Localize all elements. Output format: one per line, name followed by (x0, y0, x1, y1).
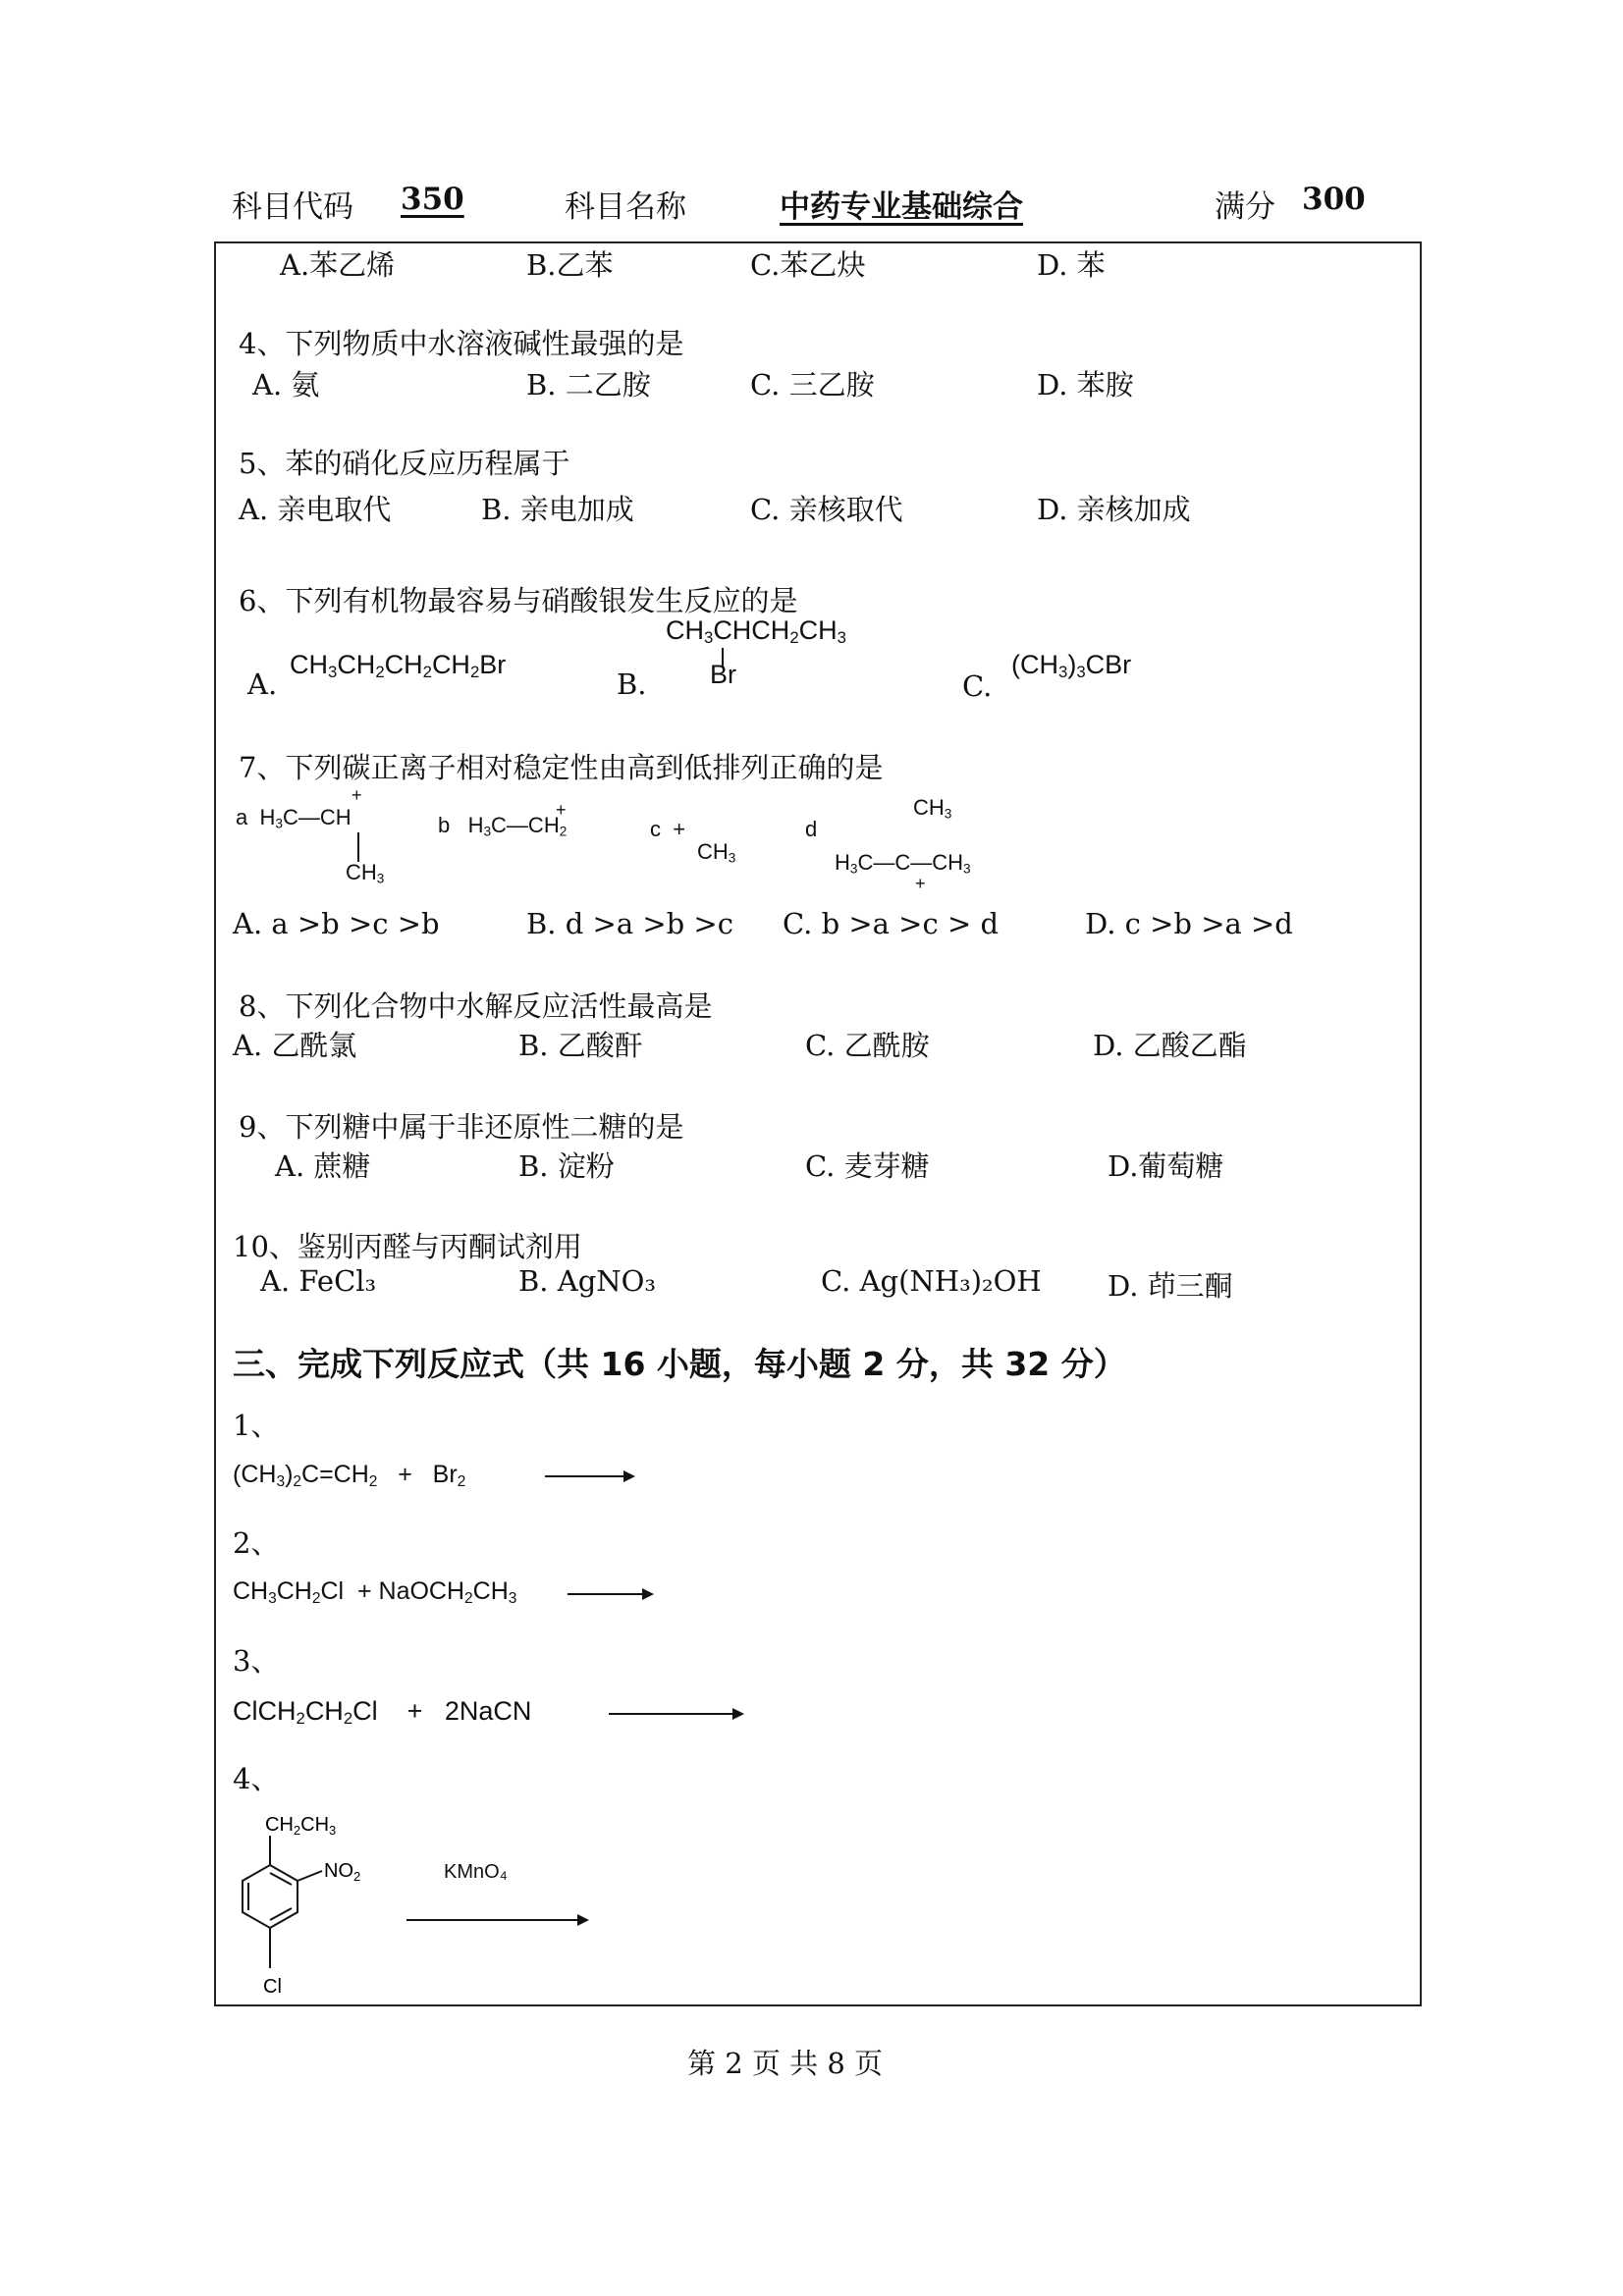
full-score: 300 (1302, 182, 1366, 217)
subject-name-label: 科目名称 (565, 189, 686, 225)
q6-stem: 6、下列有机物最容易与硝酸银发生反应的是 (239, 584, 798, 617)
q3-option-b: B.乙苯 (526, 248, 614, 282)
q6-label-a: A. (247, 667, 278, 701)
reaction-1-reactants: $(CH_3)_2C=CH_2 + Br_2$ (233, 1461, 466, 1490)
q8-option-c: C. 乙酰胺 (805, 1029, 930, 1062)
q7-stem: 7、下列碳正离子相对稳定性由高到低排列正确的是 (239, 751, 884, 784)
q4-stem: 4、下列物质中水溶液碱性最强的是 (239, 327, 684, 360)
q5-option-d: D. 亲核加成 (1037, 493, 1191, 526)
q4-option-b: B. 二乙胺 (526, 368, 651, 401)
subject-code-label: 科目代码 (232, 189, 353, 225)
q7-option-c: C. b >a >c > d (783, 907, 1000, 940)
q7-option-a: A. a >b >c >b (233, 907, 440, 940)
section-3-title: 三、完成下列反应式（共 16 小题，每小题 2 分，共 32 分） (233, 1345, 1126, 1383)
q3-option-d: D. 苯 (1037, 248, 1106, 282)
q6-label-b: B. (617, 667, 647, 701)
reaction-4-reagent: KMnO₄ (444, 1861, 508, 1883)
q6-formula-b-br: Br (710, 660, 736, 689)
q4-option-c: C. 三乙胺 (750, 368, 875, 401)
reaction-2-reactants: $CH_3CH_2Cl$ + $NaOCH_2CH_3$ (233, 1577, 517, 1607)
reaction-4-structure (226, 1806, 422, 2002)
svg-text:Cl: Cl (263, 1976, 282, 1998)
q6-formula-a: $CH_3CH_2CH_2CH_2Br$ (290, 650, 507, 682)
q6-formula-c: $(CH_3)_3CBr$ (1011, 650, 1132, 682)
q10-stem: 10、鉴别丙醛与丙酮试剂用 (233, 1230, 582, 1263)
q4-option-d: D. 苯胺 (1037, 368, 1134, 401)
q6-label-c: C. (962, 669, 993, 703)
q5-option-b: B. 亲电加成 (481, 493, 634, 526)
svg-text:NO2: $NO_2$ (324, 1860, 361, 1884)
q7-struct-b: b $H_3C—CH_2$ (438, 813, 568, 839)
q5-option-a: A. 亲电取代 (239, 493, 392, 526)
q5-stem: 5、苯的硝化反应历程属于 (239, 447, 570, 480)
q8-stem: 8、下列化合物中水解反应活性最高是 (239, 989, 713, 1023)
q10-option-a: A. FeCl₃ (260, 1264, 377, 1298)
q9-option-c: C. 麦芽糖 (805, 1149, 930, 1183)
q10-option-d: D. 茚三酮 (1108, 1269, 1233, 1303)
q4-option-a: A. 氨 (252, 368, 320, 401)
q9-option-d: D.葡萄糖 (1108, 1149, 1224, 1183)
reaction-3-number: 3、 (233, 1644, 280, 1678)
reaction-2-number: 2、 (233, 1526, 280, 1560)
reaction-3-reactants: $ClCH_2CH_2Cl$ + 2NaCN (233, 1696, 532, 1729)
q10-option-c: C. Ag(NH₃)₂OH (821, 1264, 1042, 1298)
subject-name: 中药专业基础综合 (780, 189, 1023, 225)
q7-struct-a: a $H_3C—CH$ (236, 805, 352, 831)
q9-option-a: A. 蔗糖 (275, 1149, 371, 1183)
reaction-4-number: 4、 (233, 1762, 280, 1795)
q3-option-c: C.苯乙炔 (750, 248, 866, 282)
page-footer: 第 2 页 共 8 页 (687, 2047, 883, 2080)
subject-code: 350 (401, 182, 464, 217)
q9-option-b: B. 淀粉 (518, 1149, 615, 1183)
full-score-label: 满分 (1215, 189, 1275, 225)
q9-stem: 9、下列糖中属于非还原性二糖的是 (239, 1110, 684, 1144)
q5-option-c: C. 亲核取代 (750, 493, 903, 526)
q6-formula-b: $CH_3CHCH_2CH_3$ (666, 615, 846, 648)
reaction-1-number: 1、 (233, 1409, 280, 1442)
q3-option-a: A.苯乙烯 (280, 248, 396, 282)
q8-option-d: D. 乙酸乙酯 (1093, 1029, 1247, 1062)
svg-text:CH2CH3: $CH_2CH_3$ (265, 1814, 337, 1838)
q7-option-d: D. c >b >a >d (1085, 907, 1293, 940)
q7-struct-d: d (805, 817, 818, 841)
q8-option-a: A. 乙酰氯 (233, 1029, 357, 1062)
q8-option-b: B. 乙酸酐 (518, 1029, 643, 1062)
q10-option-b: B. AgNO₃ (518, 1264, 657, 1298)
q7-option-b: B. d >a >b >c (526, 907, 733, 940)
q7-struct-c: c + (650, 817, 686, 841)
